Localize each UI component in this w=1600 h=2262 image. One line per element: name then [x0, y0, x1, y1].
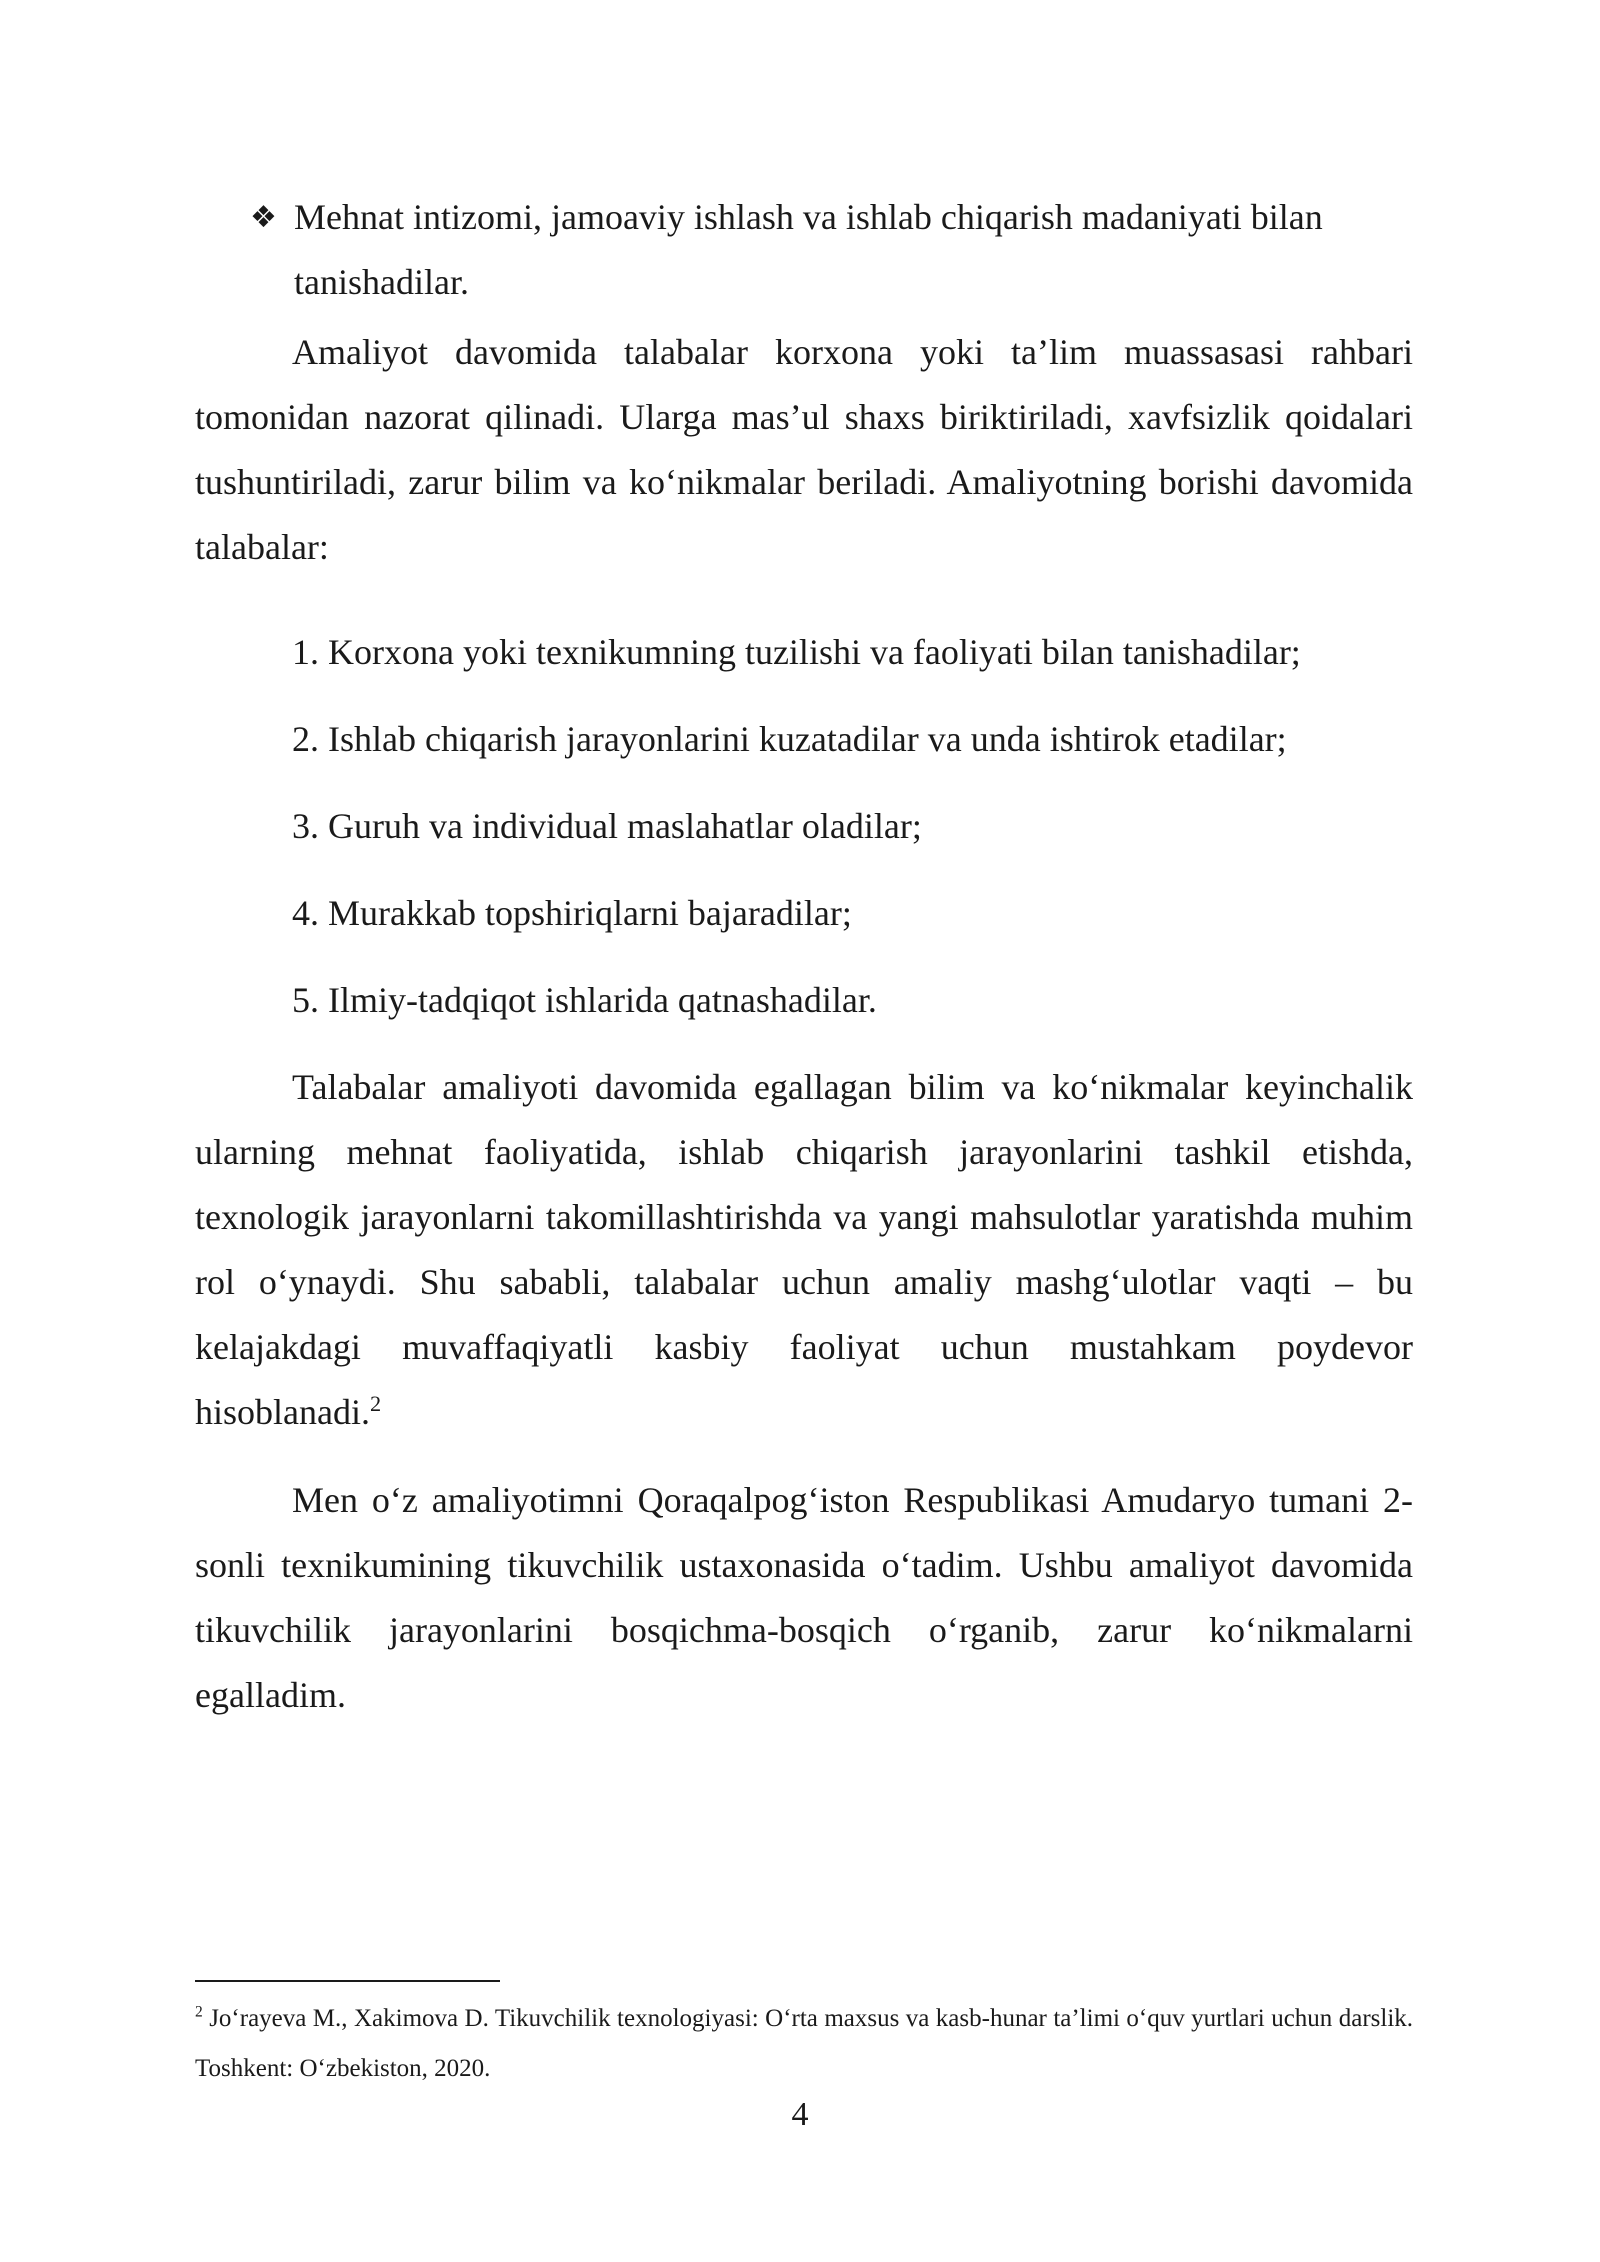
bullet-item-text: Mehnat intizomi, jamoaviy ishlash va ishlab chiqarish madaniyati bilan tanishadilar. [294, 197, 1323, 302]
page-number: 4 [791, 2096, 809, 2133]
paragraph-supervision-text: Amaliyot davomida talabalar korxona yoki ta’lim muassasasi rahbari tomonidan nazorat qilinadi. Ularga mas’ul shaxs biriktiriladi, xavfsizlik qoidalari tushuntiriladi, zarur bilim va ko‘nikmalar beriladi. Amaliyotning borishi davomida talabalar: [195, 332, 1413, 567]
list-item-text: 2. Ishlab chiqarish jarayonlarini kuzatadilar va unda ishtirok etadilar; [292, 719, 1287, 759]
list-item-text: 4. Murakkab topshiriqlarni bajaradilar; [292, 893, 852, 933]
footnote-number: 2 [195, 2003, 203, 2021]
footnote-text: Jo‘rayeva M., Xakimova D. Tikuvchilik texnologiyasi: O‘rta maxsus va kasb-hunar ta’limi o‘quv yurtlari uchun darslik. Toshkent: O‘zbekiston, 2020. [195, 2005, 1414, 2082]
bullet-list-item [250, 185, 1413, 315]
list-item-text: 5. Ilmiy-tadqiqot ishlarida qatnashadilar. [292, 980, 877, 1020]
footnote [195, 1994, 1413, 2094]
numbered-list-item-3 [292, 794, 922, 859]
paragraph-skills-importance-text: Talabalar amaliyoti davomida egallagan bilim va ko‘nikmalar keyinchalik ularning mehnat faoliyatida, ishlab chiqarish jarayonlarini tashkil etishda, texnologik jarayonlarni takomillashtirishda va yangi mahsulotlar yaratishda muhim rol o‘ynaydi. Shu sababli, talabalar uchun amaliy mashg‘ulotlar vaqti – bu kelajakdagi muvaffaqiyatli kasbiy faoliyat uchun mustahkam poydevor hisoblanadi. [195, 1067, 1413, 1432]
list-item-text: 1. Korxona yoki texnikumning tuzilishi va faoliyati bilan tanishadilar; [292, 632, 1301, 672]
footnote-separator [195, 1980, 500, 1982]
numbered-list-item-4 [292, 881, 852, 946]
numbered-list-item-5 [292, 968, 877, 1033]
paragraph-skills-importance [195, 1055, 1413, 1445]
numbered-list-item-2 [292, 707, 1287, 772]
four-diamond-bullet-icon: ❖ [250, 200, 277, 235]
list-item-text: 3. Guruh va individual maslahatlar oladilar; [292, 806, 922, 846]
footnote-reference[interactable]: 2 [369, 1391, 382, 1416]
paragraph-own-practice [195, 1468, 1413, 1728]
numbered-list-item-1 [292, 620, 1301, 685]
paragraph-supervision [195, 320, 1413, 580]
paragraph-own-practice-text: Men o‘z amaliyotimni Qoraqalpog‘iston Respublikasi Amudaryo tumani 2-sonli texnikumining tikuvchilik ustaxonasida o‘tadim. Ushbu amaliyot davomida tikuvchilik jarayonlarini bosqichma-bosqich o‘rganib, zarur ko‘nikmalarni egalladim. [195, 1480, 1413, 1715]
